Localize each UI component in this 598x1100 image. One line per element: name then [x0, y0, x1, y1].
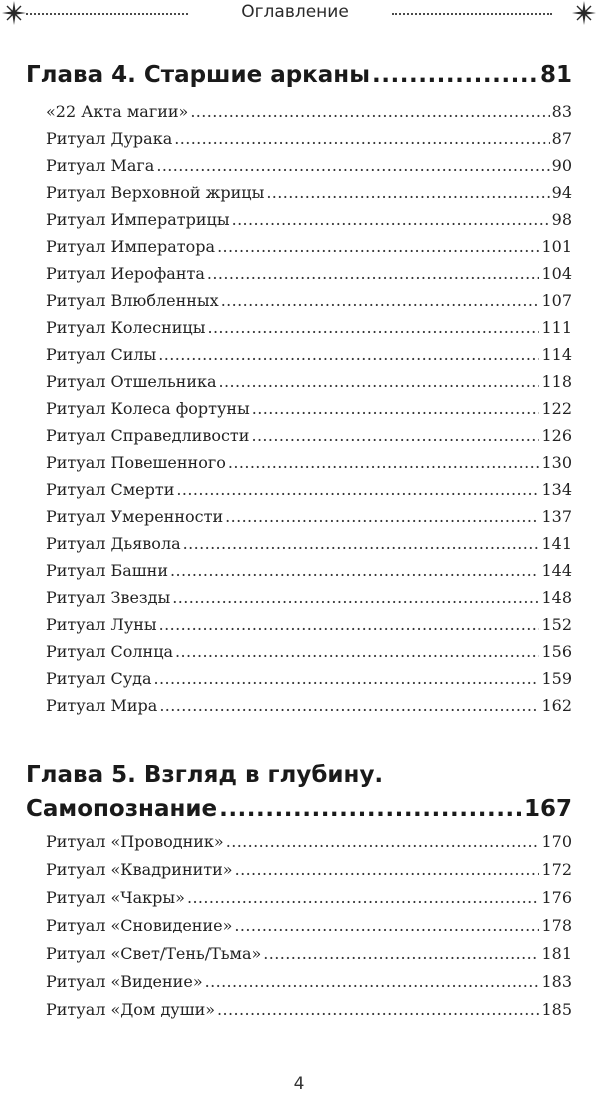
dot-leader [252, 399, 540, 419]
entry-title: Ритуал Повешенного [46, 453, 226, 472]
dot-leader [217, 1000, 539, 1020]
dot-leader [372, 62, 538, 88]
toc-entry[interactable] [46, 696, 572, 716]
entry-page: 181 [541, 944, 572, 963]
dot-leader [172, 588, 539, 608]
dot-leader [205, 972, 540, 992]
entry-page: 156 [541, 642, 572, 661]
entry-title: Ритуал Дурака [46, 129, 173, 148]
page-number: 4 [293, 1074, 305, 1094]
toc-entry[interactable] [46, 972, 572, 992]
dot-leader [219, 796, 522, 822]
entry-page: 183 [541, 972, 572, 991]
dot-leader [235, 860, 540, 880]
entry-title: Ритуал Отшельника [46, 372, 217, 391]
toc-entry[interactable] [46, 480, 572, 500]
page-header [0, 0, 598, 30]
entry-page: 185 [541, 1000, 572, 1019]
chapter-5-title-line2: Самопознание [26, 796, 218, 822]
entry-title: Ритуал Башни [46, 561, 168, 580]
entry-title: Ритуал Умеренности [46, 507, 224, 526]
dot-leader [228, 453, 540, 473]
entry-title: Ритуал Мага [46, 156, 155, 175]
toc-entry[interactable] [46, 318, 572, 338]
toc-entry[interactable] [46, 642, 572, 662]
entry-page: 172 [541, 860, 572, 879]
toc-entry[interactable] [46, 534, 572, 554]
header-dotted-rule-left [26, 13, 188, 15]
toc-entry[interactable] [46, 399, 572, 419]
dot-leader [176, 480, 539, 500]
entry-page: 170 [541, 832, 572, 851]
entry-page: 134 [541, 480, 572, 499]
toc-entry[interactable] [46, 372, 572, 392]
entry-title: Ритуал Влюбленных [46, 291, 219, 310]
entry-page: 122 [541, 399, 572, 418]
entry-page: 87 [551, 129, 572, 148]
entry-title: Ритуал «Видение» [46, 972, 203, 991]
toc-entry[interactable] [46, 860, 572, 880]
entry-page: 104 [541, 264, 572, 283]
compass-star-icon [572, 1, 596, 25]
toc-entry[interactable] [46, 156, 572, 176]
toc-entry[interactable] [46, 426, 572, 446]
chapter-4-page: 81 [539, 62, 572, 88]
entry-title: Ритуал «Дом души» [46, 1000, 216, 1019]
entry-page: 144 [541, 561, 572, 580]
toc-entry[interactable] [46, 210, 572, 230]
toc-entry[interactable] [46, 507, 572, 527]
dot-leader [234, 916, 539, 936]
entry-page: 114 [541, 345, 572, 364]
entry-title: Ритуал Иерофанта [46, 264, 205, 283]
chapter-5-page: 167 [523, 796, 572, 822]
toc-entry[interactable] [46, 916, 572, 936]
entry-title: «22 Акта магии» [46, 102, 189, 121]
entry-title: Ритуал Силы [46, 345, 157, 364]
entry-page: 137 [541, 507, 572, 526]
toc-entry[interactable] [46, 832, 572, 852]
dot-leader [207, 318, 539, 338]
entry-title: Ритуал Смерти [46, 480, 175, 499]
toc-entry[interactable] [46, 588, 572, 608]
compass-star-icon [2, 1, 26, 25]
entry-page: 162 [541, 696, 572, 715]
entry-title: Ритуал Мира [46, 696, 158, 715]
toc-entry[interactable] [46, 669, 572, 689]
toc-entry[interactable] [46, 615, 572, 635]
entry-title: Ритуал «Сновидение» [46, 916, 233, 935]
entry-title: Ритуал Императрицы [46, 210, 230, 229]
header-dotted-rule-right [392, 13, 552, 15]
dot-leader [266, 183, 549, 203]
entry-page: 98 [551, 210, 572, 229]
entry-title: Ритуал Колесницы [46, 318, 206, 337]
dot-leader [190, 102, 549, 122]
entry-page: 178 [541, 916, 572, 935]
dot-leader [158, 345, 539, 365]
entry-title: Ритуал Солнца [46, 642, 174, 661]
toc-entry[interactable] [46, 944, 572, 964]
dot-leader [217, 237, 539, 257]
dot-leader [183, 534, 540, 554]
dot-leader [263, 944, 539, 964]
entry-title: Ритуал Верховной жрицы [46, 183, 265, 202]
toc-entry[interactable] [46, 561, 572, 581]
entry-title: Ритуал Звезды [46, 588, 171, 607]
chapter-5-heading[interactable] [26, 796, 572, 822]
entry-page: 101 [541, 237, 572, 256]
toc-entry[interactable] [46, 453, 572, 473]
entry-page: 94 [551, 183, 572, 202]
entry-page: 148 [541, 588, 572, 607]
entry-title: Ритуал «Чакры» [46, 888, 185, 907]
dot-leader [232, 210, 550, 230]
entry-page: 107 [541, 291, 572, 310]
entry-page: 130 [541, 453, 572, 472]
entry-title: Ритуал Луны [46, 615, 157, 634]
dot-leader [221, 291, 540, 311]
chapter-5-title-line1[interactable]: Глава 5. Взгляд в глубину. [26, 762, 384, 788]
toc-entry[interactable] [46, 345, 572, 365]
entry-title: Ритуал Колеса фортуны [46, 399, 250, 418]
entry-page: 83 [551, 102, 572, 121]
dot-leader [187, 888, 540, 908]
entry-title: Ритуал «Квадринити» [46, 860, 233, 879]
entry-title: Ритуал «Свет/Тень/Тьма» [46, 944, 262, 963]
entry-page: 90 [551, 156, 572, 175]
toc-entry[interactable] [46, 1000, 572, 1020]
toc-entry[interactable] [46, 888, 572, 908]
dot-leader [225, 507, 539, 527]
dot-leader [226, 832, 540, 852]
header-title: Оглавление [241, 2, 349, 22]
toc-entry[interactable] [46, 237, 572, 257]
dot-leader [159, 615, 540, 635]
dot-leader [207, 264, 540, 284]
dot-leader [219, 372, 540, 392]
dot-leader [175, 642, 539, 662]
entry-title: Ритуал Дьявола [46, 534, 181, 553]
dot-leader [156, 156, 549, 176]
entry-page: 118 [541, 372, 572, 391]
dot-leader [251, 426, 539, 446]
chapter-4-heading[interactable] [26, 62, 572, 88]
entry-page: 159 [541, 669, 572, 688]
dot-leader [154, 669, 540, 689]
entry-page: 141 [541, 534, 572, 553]
toc-entry[interactable] [46, 291, 572, 311]
toc-entry[interactable] [46, 264, 572, 284]
entry-title: Ритуал Императора [46, 237, 216, 256]
entry-title: Ритуал «Проводник» [46, 832, 224, 851]
chapter-4-title: Глава 4. Старшие арканы [26, 62, 371, 88]
entry-page: 176 [541, 888, 572, 907]
entry-page: 152 [541, 615, 572, 634]
toc-entry[interactable] [46, 102, 572, 122]
entry-title: Ритуал Суда [46, 669, 152, 688]
entry-title: Ритуал Справедливости [46, 426, 250, 445]
entry-page: 111 [541, 318, 572, 337]
entry-page: 126 [541, 426, 572, 445]
toc-entry[interactable] [46, 183, 572, 203]
dot-leader [159, 696, 539, 716]
dot-leader [174, 129, 549, 149]
dot-leader [170, 561, 539, 581]
toc-entry[interactable] [46, 129, 572, 149]
